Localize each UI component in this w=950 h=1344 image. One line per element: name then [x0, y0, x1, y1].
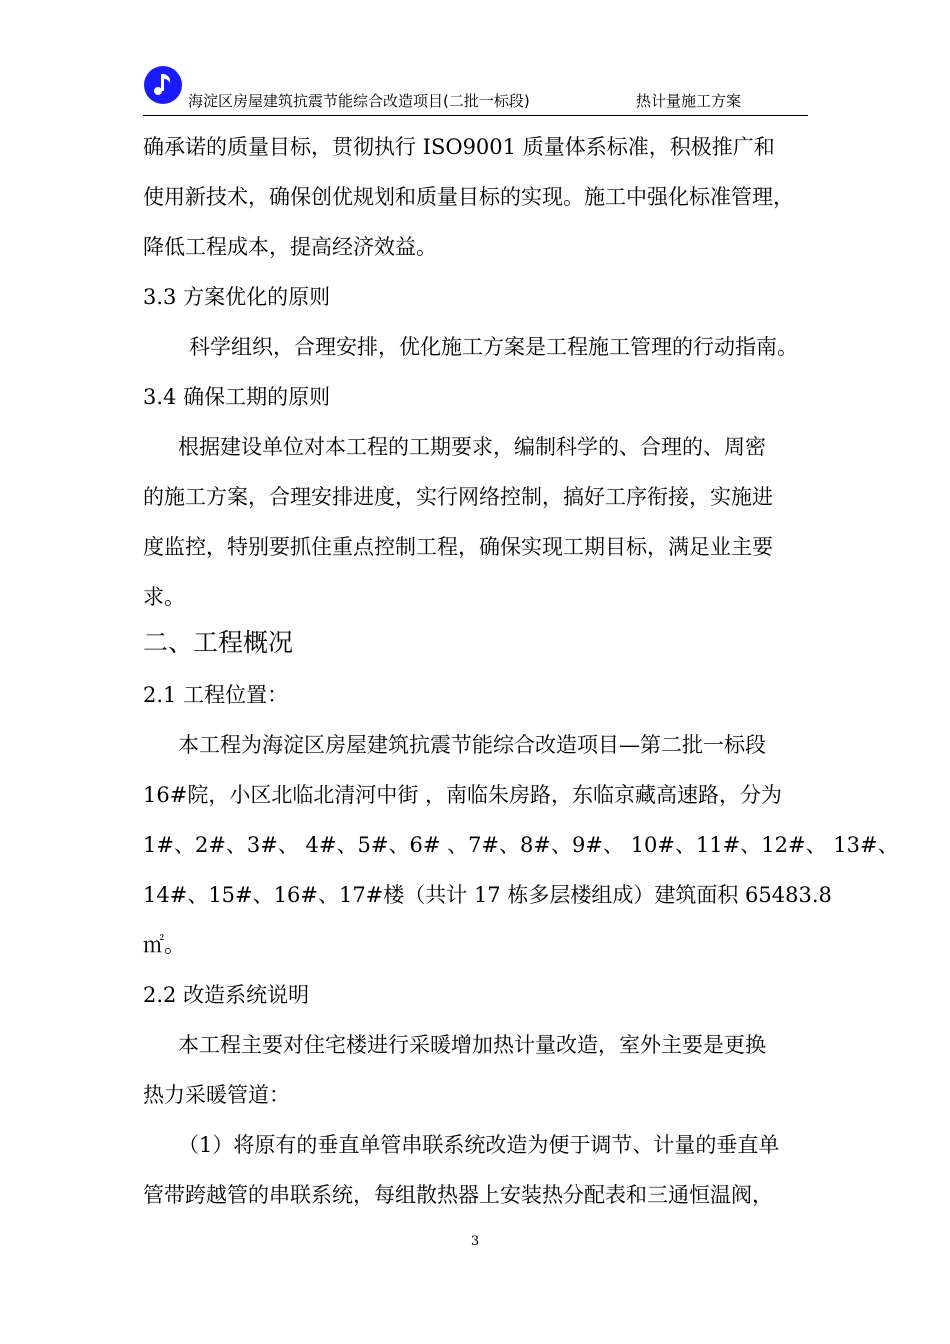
company-logo-icon — [143, 65, 183, 105]
body-line: （1）将原有的垂直单管串联系统改造为便于调节、计量的垂直单 — [178, 1133, 780, 1157]
body-line: 14#、15#、16#、17#楼（共计 17 栋多层楼组成）建筑面积 65483.8 — [143, 883, 832, 907]
body-line: 使用新技术，确保创优规划和质量目标的实现。施工中强化标准管理， — [143, 185, 794, 209]
header-document-title: 热计量施工方案 — [636, 92, 742, 110]
body-line: ㎡。 — [143, 933, 185, 957]
header-divider — [143, 115, 808, 116]
chapter-heading: 二、工程概况 — [143, 628, 294, 657]
body-line: 管带跨越管的串联系统，每组散热器上安装热分配表和三通恒温阀， — [143, 1183, 773, 1207]
page-number: 3 — [470, 1234, 480, 1249]
section-heading: 2.2 改造系统说明 — [143, 983, 310, 1007]
body-line: 降低工程成本，提高经济效益。 — [143, 235, 437, 259]
body-line: 热力采暖管道： — [143, 1083, 290, 1107]
body-line: 科学组织，合理安排，优化施工方案是工程施工管理的行动指南。 — [189, 335, 798, 359]
body-line: 本工程主要对住宅楼进行采暖增加热计量改造，室外主要是更换 — [178, 1033, 766, 1057]
body-line: 1#、2#、3#、 4#、5#、6# 、7#、8#、9#、 10#、11#、12#、 13#、 — [143, 833, 899, 857]
section-heading: 2.1 工程位置： — [143, 683, 289, 707]
section-heading: 3.4 确保工期的原则 — [143, 385, 331, 409]
body-line: 根据建设单位对本工程的工期要求，编制科学的、合理的、周密 — [178, 435, 766, 459]
body-line: 本工程为海淀区房屋建筑抗震节能综合改造项目—第二批一标段 — [178, 733, 766, 757]
body-line: 的施工方案，合理安排进度，实行网络控制，搞好工序衔接，实施进 — [143, 485, 773, 509]
section-heading: 3.3 方案优化的原则 — [143, 285, 331, 309]
header-project-title: 海淀区房屋建筑抗震节能综合改造项目(二批一标段) — [188, 92, 530, 110]
body-line: 16#院，小区北临北清河中街 ，南临朱房路，东临京藏高速路，分为 — [143, 783, 782, 807]
body-line: 度监控，特别要抓住重点控制工程，确保实现工期目标，满足业主要 — [143, 535, 773, 559]
body-line: 求。 — [143, 585, 185, 609]
body-line: 确承诺的质量目标，贯彻执行 ISO9001 质量体系标准，积极推广和 — [143, 135, 775, 159]
